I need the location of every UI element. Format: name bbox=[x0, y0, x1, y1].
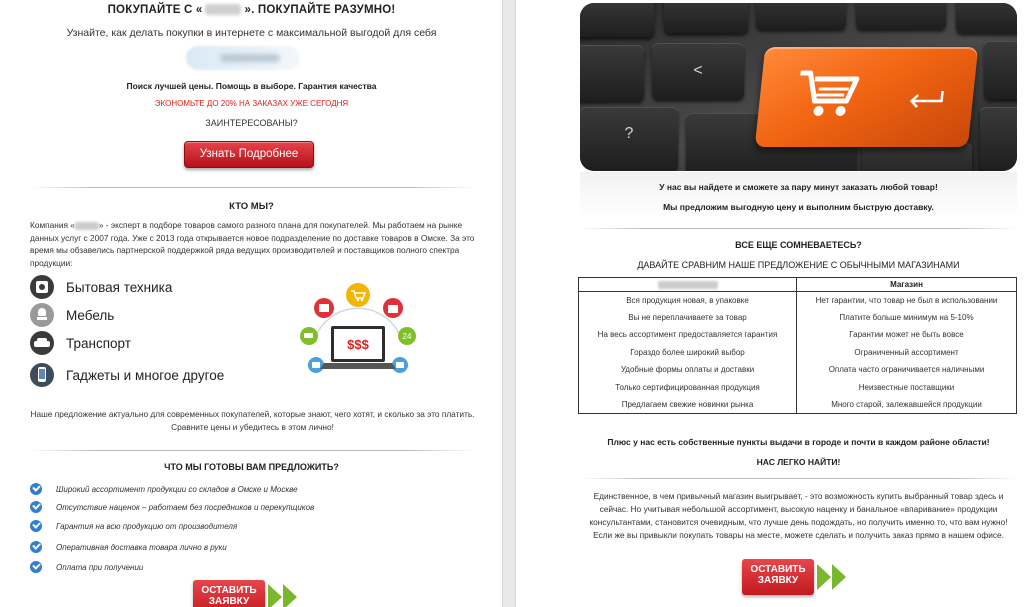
pickup-points-text: Плюс у нас есть собственные пункты выдачи в городе и почти в каждом районе области! bbox=[607, 437, 990, 447]
company-description: Компания « » - эксперт в подборе товаров самого разного плана для покупателей. Мы работаем на рынке данных услуг с 2007 года. Уже с 2013 года открывается новое подразделение по доставке товаров в Омске. За это время мы обзавелись партнерской поддержкой ряда ведущих производителей и поставщиков полного спектра продукции: bbox=[30, 220, 475, 268]
comparison-table bbox=[578, 277, 1017, 414]
category-item: Мебель bbox=[30, 303, 114, 327]
promo-text: ЭКОНОМЬТЕ ДО 20% НА ЗАКАЗАХ УЖЕ СЕГОДНЯ bbox=[154, 99, 349, 108]
leave-request-button[interactable]: ОСТАВИТЬ ЗАЯВКУ bbox=[193, 580, 265, 607]
svg-text:24: 24 bbox=[402, 332, 412, 341]
table-row: На весь ассортимент предоставляется гарантия Гарантии может не быть вовсе bbox=[579, 326, 1017, 343]
table-row: Гораздо более широкий выбор Ограниченный ассортимент bbox=[579, 344, 1017, 361]
tagline: Поиск лучшей цены. Помощь в выборе. Гарантия качества bbox=[126, 81, 377, 91]
blurred-brand-name bbox=[75, 222, 99, 230]
doubt-heading: ВСЕ ЕЩЕ СОМНЕВАЕТЕСЬ? bbox=[735, 240, 862, 250]
table-row: Предлагаем свежие новинки рынка Много старой, залежавшейся продукции bbox=[579, 396, 1017, 413]
category-item: Бытовая техника bbox=[30, 275, 172, 299]
left-page bbox=[0, 0, 503, 607]
chevron-right-icon bbox=[283, 584, 297, 607]
category-item: Транспорт bbox=[30, 331, 131, 355]
feature-item: Гарантия на всю продукцию от производителя bbox=[30, 519, 237, 533]
chevron-right-icon bbox=[832, 564, 846, 590]
compare-heading: ДАВАЙТЕ СРАВНИМ НАШЕ ПРЕДЛОЖЕНИЕ С ОБЫЧНЫМИ МАГАЗИНАМИ bbox=[637, 260, 960, 270]
subtitle: Узнайте, как делать покупки в интернете с максимальной выгодой для себя bbox=[66, 27, 437, 39]
table-row: Удобные формы оплаты и доставки Оплата часто ограничивается наличными bbox=[579, 361, 1017, 378]
table-row: Только сертифицированная продукция Неизвестные поставщики bbox=[579, 378, 1017, 395]
feature-item: Оплата при получении bbox=[30, 560, 143, 574]
divider bbox=[580, 478, 1017, 479]
propose-heading: ЧТО МЫ ГОТОВЫ ВАМ ПРЕДЛОЖИТЬ? bbox=[164, 462, 339, 472]
leave-request-button[interactable]: ОСТАВИТЬ ЗАЯВКУ bbox=[742, 559, 814, 595]
feature-item: Оперативная доставка товара лично в руки bbox=[30, 540, 227, 554]
hero-keyboard-image: < ? bbox=[580, 3, 1017, 171]
blurred-brand-name bbox=[658, 281, 718, 289]
learn-more-button[interactable]: Узнать Подробнее bbox=[184, 141, 314, 168]
shopping-illustration bbox=[294, 281, 422, 383]
check-icon bbox=[30, 501, 42, 513]
page-title: ПОКУПАЙТЕ С « ». ПОКУПАЙТЕ РАЗУМНО! bbox=[107, 4, 396, 16]
feature-item: Широкий ассортимент продукции со складов в Омске и Москве bbox=[30, 482, 298, 496]
easy-to-find-text: НАС ЛЕГКО НАЙТИ! bbox=[756, 457, 841, 467]
cart-icon bbox=[346, 283, 370, 307]
category-item: Гаджеты и многое другое bbox=[30, 363, 224, 387]
chevron-right-icon bbox=[268, 584, 282, 607]
divider bbox=[580, 228, 1017, 229]
interest-text: ЗАИНТЕРЕСОВАНЫ? bbox=[205, 118, 298, 128]
offer-note: Наше предложение актуально для современных покупателей, которые знают, чего хотят, и сколько за это платить. Сравните цены и убедитесь в этом лично! bbox=[30, 409, 475, 432]
blurred-brand-name bbox=[205, 4, 241, 15]
car-icon bbox=[30, 331, 54, 355]
hero-caption-line: У нас вы найдете и сможете за пару минут заказать любой товар! bbox=[659, 182, 938, 192]
right-page bbox=[515, 0, 1024, 607]
divider bbox=[30, 187, 475, 188]
enter-arrow-icon bbox=[905, 89, 947, 109]
divider bbox=[30, 450, 475, 451]
col-header-us bbox=[579, 278, 797, 292]
check-icon bbox=[30, 520, 42, 532]
table-row: Вы не переплачиваете за товар Платите больше минимум на 5-10% bbox=[579, 309, 1017, 326]
closing-paragraph: Единственное, в чем привычный магазин выигрывает, - это возможность купить выбранный товар здесь и сейчас. Но учитывая небольшой ассортимент, высокую наценку и банальное «впаривание» продукции консультантами, становится очевидным, что лучше день подождать, но получить именно то, что вам нужно! Если же вы привыкли покупать товары на месте, можете сделать и получить заказ прямо в нашем офисе. bbox=[589, 491, 1008, 540]
chair-icon bbox=[30, 303, 54, 327]
chevron-right-icon bbox=[817, 564, 831, 590]
col-header-store: Магазин bbox=[797, 278, 1017, 292]
phone-icon bbox=[30, 363, 54, 387]
cart-key bbox=[755, 47, 979, 147]
svg-text:$$$: $$$ bbox=[347, 337, 369, 352]
feature-item: Отсутствие наценок – работаем без посредников и перекупщиков bbox=[30, 500, 314, 514]
who-heading: КТО МЫ? bbox=[229, 201, 274, 212]
blurred-logo bbox=[186, 46, 300, 70]
check-icon bbox=[30, 561, 42, 573]
check-icon bbox=[30, 483, 42, 495]
table-header-row bbox=[579, 278, 1017, 292]
cart-icon bbox=[791, 65, 867, 125]
check-icon bbox=[30, 541, 42, 553]
table-row: Вся продукция новая, в упаковке Нет гарантии, что товар не был в использовании bbox=[579, 292, 1017, 309]
washer-icon bbox=[30, 275, 54, 299]
hero-caption-line: Мы предложим выгодную цену и выполним быструю доставку. bbox=[663, 202, 934, 212]
